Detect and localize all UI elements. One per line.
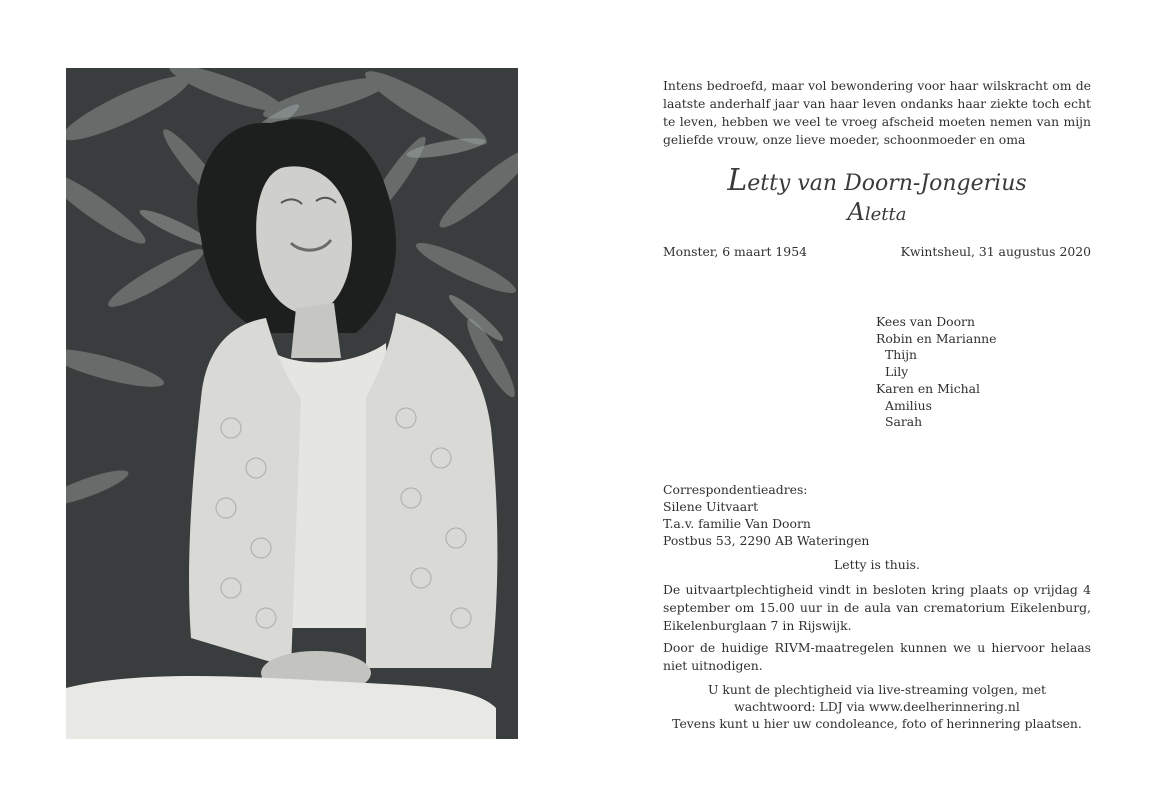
livestream-line: U kunt de plechtigheid via live-streaming volgen, met <box>707 682 1047 697</box>
address-line: Silene Uitvaart <box>663 499 759 514</box>
family-member: Amilius <box>885 397 932 413</box>
family-list <box>876 314 997 431</box>
family-member: Karen en Michal <box>876 380 980 396</box>
portrait-illustration <box>66 68 518 739</box>
livestream-line: Tevens kunt u hier uw condoleance, foto of herinnering plaatsen. <box>672 716 1082 731</box>
portrait-photo <box>66 68 518 739</box>
family-member: Robin en Marianne <box>876 330 997 346</box>
birth-place-date: Monster, 6 maart 1954 <box>663 244 807 259</box>
family-member: Lily <box>885 364 909 380</box>
ceremony-text: De uitvaartplechtigheid vindt in besloten kring plaats op vrijdag 4 september om 15.00 uur in de aula van crematorium Eikelenburg, Eikelenburglaan 7 in Rijswijk. <box>663 582 1091 633</box>
family-member: Sarah <box>885 414 923 430</box>
rivm-notice: Door de huidige RIVM-maatregelen kunnen we u hiervoor helaas niet uitnodigen. <box>663 640 1091 673</box>
family-member: Thijn <box>885 347 918 363</box>
family-member: Kees van Doorn <box>876 314 975 329</box>
death-place-date: Kwintsheul, 31 augustus 2020 <box>900 244 1091 259</box>
nickname <box>663 199 1091 228</box>
home-note: Letty is thuis. <box>834 557 920 572</box>
address-line: Postbus 53, 2290 AB Wateringen <box>663 533 870 548</box>
deceased-name <box>663 163 1091 199</box>
livestream-line: wachtwoord: LDJ via www.deelherinnering.nl <box>734 699 1020 714</box>
name-initial: L <box>727 163 748 198</box>
name-rest: etty van Doorn-Jongerius <box>747 171 1027 196</box>
address-line: T.a.v. familie Van Doorn <box>663 516 811 531</box>
livestream-info <box>663 681 1091 732</box>
nickname-rest: letta <box>864 204 907 225</box>
correspondence-heading: Correspondentieadres: <box>663 482 808 497</box>
correspondence-address <box>663 481 869 549</box>
nickname-initial: A <box>847 198 865 226</box>
intro-text: Intens bedroefd, maar vol bewondering voor haar wilskracht om de laatste anderhalf jaar van haar leven ondanks haar ziekte toch echt te leven, hebben we veel te vroeg afscheid moeten nemen van mijn geliefde vrouw, onze lieve moeder, schoonmoeder en oma <box>663 78 1091 147</box>
